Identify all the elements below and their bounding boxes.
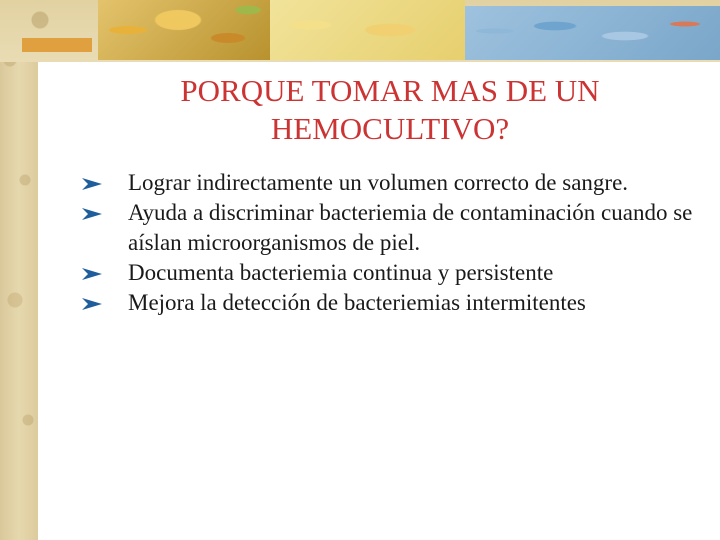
decorative-leaves-image	[98, 0, 270, 60]
decorative-yellow-image	[270, 0, 465, 60]
bullet-text: Ayuda a discriminar bacteriemia de contaminación cuando se aíslan microorganismos de piel.	[128, 200, 693, 255]
arrow-bullet-icon	[82, 298, 102, 310]
arrow-bullet-icon	[82, 208, 102, 220]
bullet-item	[82, 288, 702, 318]
bullet-text: Documenta bacteriemia continua y persistente	[128, 260, 554, 285]
bullet-list	[82, 168, 702, 318]
decorative-blue-image	[465, 6, 720, 60]
slide-title: PORQUE TOMAR MAS DE UN HEMOCULTIVO?	[180, 73, 600, 146]
bullet-text: Lograr indirectamente un volumen correcto de sangre.	[128, 170, 629, 195]
bullet-item	[82, 168, 702, 198]
decorative-orange-bar	[22, 38, 92, 52]
arrow-bullet-icon	[82, 268, 102, 280]
arrow-bullet-icon	[82, 178, 102, 190]
bullet-text: Mejora la detección de bacteriemias intermitentes	[128, 290, 586, 315]
bullet-item	[82, 258, 702, 288]
bullet-item	[82, 198, 702, 258]
parchment-left-strip	[0, 0, 38, 540]
